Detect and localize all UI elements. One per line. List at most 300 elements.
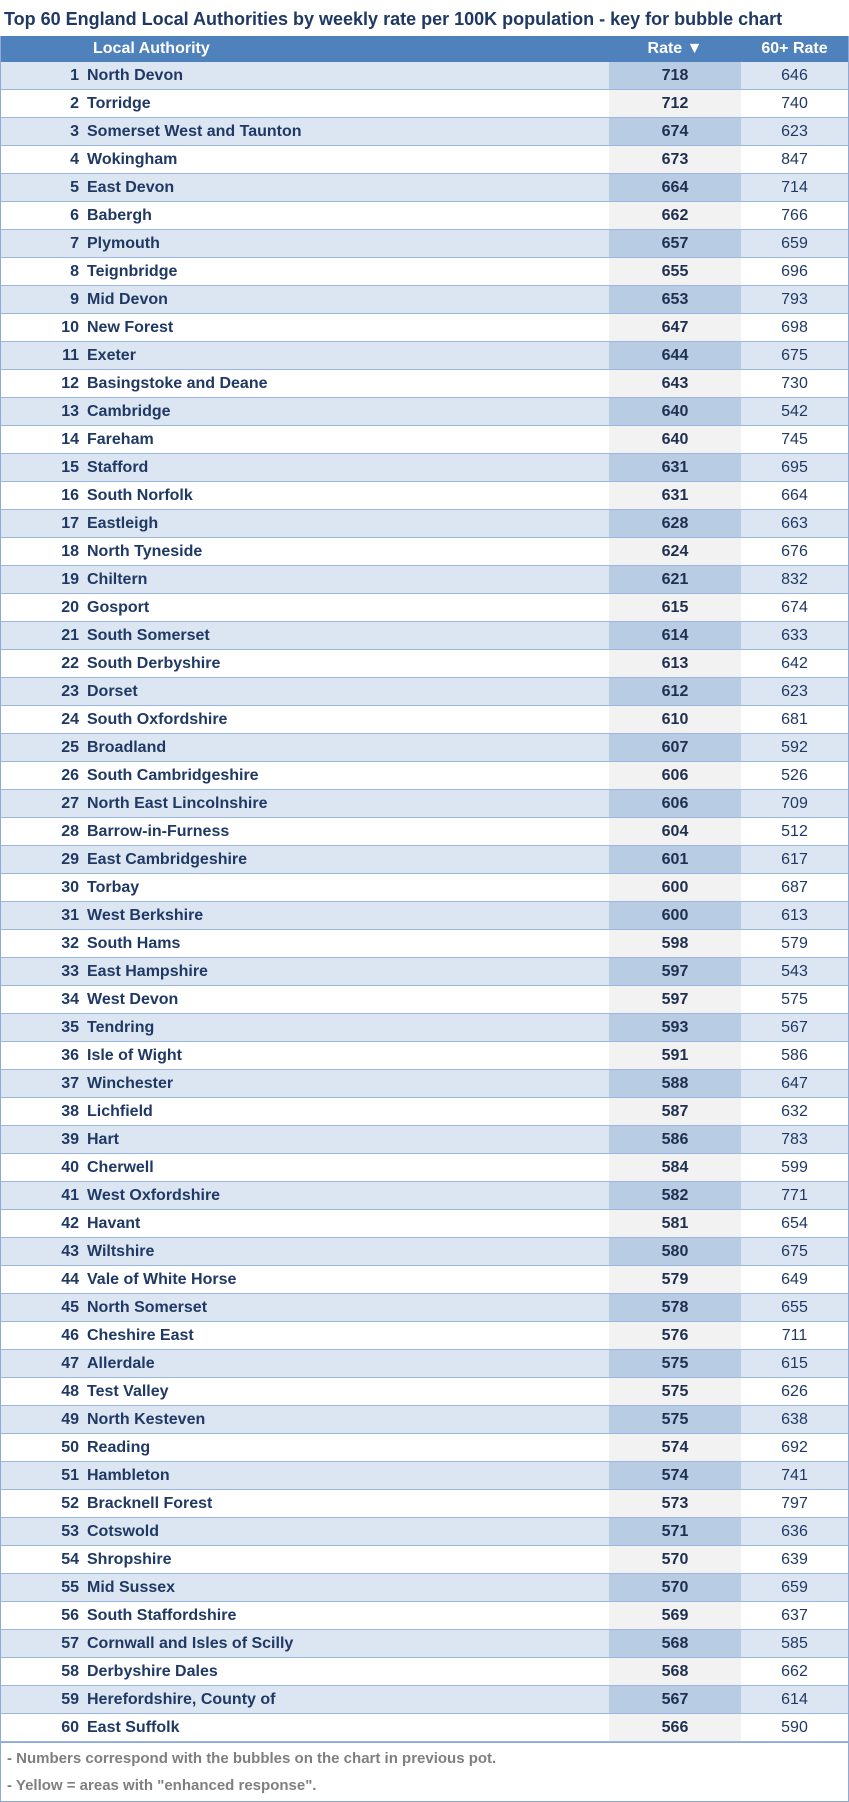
rate-cell: 574: [609, 1434, 741, 1461]
table-row: [1, 1574, 848, 1602]
rate-cell: 600: [609, 902, 741, 929]
authority-name-cell: Shropshire: [87, 1550, 172, 1568]
rank-cell: 47: [61, 1354, 79, 1372]
authority-name-cell: Barrow-in-Furness: [87, 822, 230, 840]
rate-cell: 601: [609, 846, 741, 873]
rate-cell: 597: [609, 986, 741, 1013]
rank-cell: 36: [61, 1046, 79, 1064]
table-row: [1, 566, 848, 594]
rank-cell: 23: [61, 682, 79, 700]
sixty-plus-rate-cell: 614: [781, 1690, 808, 1708]
authority-name-cell: Dorset: [87, 682, 138, 700]
table-row: [1, 1322, 848, 1350]
rank-cell: 5: [70, 178, 79, 196]
rank-cell: 37: [61, 1074, 79, 1092]
authority-table: [0, 36, 849, 1802]
rate-cell: 610: [609, 706, 741, 733]
authority-name-cell: South Somerset: [87, 626, 210, 644]
page-title: Top 60 England Local Authorities by weekly rate per 100K population - key for bubble chart: [4, 9, 783, 29]
table-row: [1, 902, 848, 930]
rank-cell: 16: [61, 486, 79, 504]
table-row: [1, 174, 848, 202]
authority-name-cell: West Oxfordshire: [87, 1186, 221, 1204]
rank-cell: 6: [70, 206, 79, 224]
rank-cell: 8: [70, 262, 79, 280]
rank-cell: 60: [61, 1718, 79, 1736]
table-row: [1, 258, 848, 286]
authority-name-cell: North Devon: [87, 66, 183, 84]
authority-name-cell: Somerset West and Taunton: [87, 122, 302, 140]
table-row: [1, 286, 848, 314]
authority-name-cell: Wokingham: [87, 150, 178, 168]
table-row: [1, 1630, 848, 1658]
rank-cell: 50: [61, 1438, 79, 1456]
sixty-plus-rate-cell: 675: [781, 1242, 808, 1260]
table-row: [1, 930, 848, 958]
rank-cell: 38: [61, 1102, 79, 1120]
table-row: [1, 1238, 848, 1266]
table-row: [1, 818, 848, 846]
footnotes: [1, 1742, 848, 1802]
table-row: [1, 1070, 848, 1098]
table-row: [1, 1014, 848, 1042]
rank-cell: 4: [70, 150, 79, 168]
rate-cell: 580: [609, 1238, 741, 1265]
table-row: [1, 1350, 848, 1378]
rank-cell: 56: [61, 1606, 79, 1624]
rate-cell: 631: [609, 482, 741, 509]
rank-cell: 48: [61, 1382, 79, 1400]
authority-name-cell: Stafford: [87, 458, 149, 476]
rank-cell: 7: [70, 234, 79, 252]
rate-cell: 568: [609, 1630, 741, 1657]
sixty-plus-rate-cell: 542: [781, 402, 808, 420]
rate-cell: 574: [609, 1462, 741, 1489]
authority-name-cell: Teignbridge: [87, 262, 178, 280]
rank-cell: 31: [61, 906, 79, 924]
sixty-plus-rate-cell: 585: [781, 1634, 808, 1652]
authority-name-cell: Gosport: [87, 598, 150, 616]
rate-cell: 615: [609, 594, 741, 621]
sixty-plus-rate-cell: 847: [781, 150, 808, 168]
authority-name-cell: Herefordshire, County of: [87, 1690, 276, 1708]
rank-cell: 20: [61, 598, 79, 616]
authority-name-cell: Chiltern: [87, 570, 148, 588]
sixty-plus-rate-cell: 512: [781, 822, 808, 840]
sixty-plus-rate-cell: 633: [781, 626, 808, 644]
sixty-plus-rate-cell: 623: [781, 682, 808, 700]
table-row: [1, 1154, 848, 1182]
table-row: [1, 1658, 848, 1686]
sixty-plus-rate-cell: 615: [781, 1354, 808, 1372]
authority-name-cell: Vale of White Horse: [87, 1270, 237, 1288]
table-row: [1, 1182, 848, 1210]
rate-cell: 576: [609, 1322, 741, 1349]
table-row: [1, 678, 848, 706]
rank-cell: 2: [70, 94, 79, 112]
authority-name-cell: Allerdale: [87, 1354, 155, 1372]
rate-cell: 606: [609, 790, 741, 817]
table-row: [1, 734, 848, 762]
sixty-plus-rate-cell: 590: [781, 1718, 808, 1736]
table-row: [1, 454, 848, 482]
rate-cell: 624: [609, 538, 741, 565]
table-row: [1, 314, 848, 342]
sixty-plus-rate-cell: 783: [781, 1130, 808, 1148]
rank-cell: 10: [61, 318, 79, 336]
authority-name-cell: Test Valley: [87, 1382, 169, 1400]
sixty-plus-rate-cell: 663: [781, 514, 808, 532]
rank-cell: 34: [61, 990, 79, 1008]
rank-cell: 44: [61, 1270, 79, 1288]
rank-cell: 42: [61, 1214, 79, 1232]
sixty-plus-rate-cell: 638: [781, 1410, 808, 1428]
rate-cell: 568: [609, 1658, 741, 1685]
rate-cell: 573: [609, 1490, 741, 1517]
rate-cell: 581: [609, 1210, 741, 1237]
rank-cell: 46: [61, 1326, 79, 1344]
sixty-plus-rate-cell: 592: [781, 738, 808, 756]
rank-cell: 54: [61, 1550, 79, 1568]
table-row: [1, 426, 848, 454]
authority-name-cell: Torridge: [87, 94, 151, 112]
table-row: [1, 706, 848, 734]
sixty-plus-rate-cell: 687: [781, 878, 808, 896]
sixty-plus-rate-cell: 575: [781, 990, 808, 1008]
authority-name-cell: South Staffordshire: [87, 1606, 237, 1624]
rate-cell: 570: [609, 1546, 741, 1573]
rate-cell: 662: [609, 202, 741, 229]
table-row: [1, 1546, 848, 1574]
rank-cell: 18: [61, 542, 79, 560]
table-row: [1, 1518, 848, 1546]
rank-cell: 1: [70, 66, 79, 84]
table-row: [1, 594, 848, 622]
sixty-plus-rate-cell: 730: [781, 374, 808, 392]
rate-cell: 640: [609, 398, 741, 425]
sixty-plus-rate-cell: 586: [781, 1046, 808, 1064]
sixty-plus-rate-cell: 637: [781, 1606, 808, 1624]
authority-name-cell: Havant: [87, 1214, 141, 1232]
authority-name-cell: South Oxfordshire: [87, 710, 228, 728]
sixty-plus-rate-cell: 647: [781, 1074, 808, 1092]
authority-name-cell: Lichfield: [87, 1102, 153, 1120]
sixty-plus-rate-cell: 692: [781, 1438, 808, 1456]
rank-cell: 14: [61, 430, 79, 448]
rate-cell: 640: [609, 426, 741, 453]
authority-name-cell: East Cambridgeshire: [87, 850, 248, 868]
rate-cell: 579: [609, 1266, 741, 1293]
table-row: [1, 1714, 848, 1742]
sixty-plus-rate-cell: 599: [781, 1158, 808, 1176]
authority-name-cell: Babergh: [87, 206, 152, 224]
rank-cell: 15: [61, 458, 79, 476]
rate-cell: 628: [609, 510, 741, 537]
sixty-plus-rate-cell: 659: [781, 1578, 808, 1596]
rate-cell: 587: [609, 1098, 741, 1125]
rate-cell: 644: [609, 342, 741, 369]
authority-name-cell: South Derbyshire: [87, 654, 221, 672]
authority-name-cell: Bracknell Forest: [87, 1494, 213, 1512]
rate-cell: 607: [609, 734, 741, 761]
sixty-plus-rate-cell: 626: [781, 1382, 808, 1400]
rank-cell: 43: [61, 1242, 79, 1260]
rank-cell: 49: [61, 1410, 79, 1428]
table-body: [1, 62, 848, 1742]
table-row: [1, 1378, 848, 1406]
table-row: [1, 118, 848, 146]
rate-cell: 571: [609, 1518, 741, 1545]
table-row: [1, 146, 848, 174]
rate-cell: 664: [609, 174, 741, 201]
authority-name-cell: Reading: [87, 1438, 151, 1456]
table-row: [1, 1462, 848, 1490]
authority-name-cell: Mid Devon: [87, 290, 168, 308]
sixty-plus-rate-cell: 740: [781, 94, 808, 112]
sixty-plus-rate-cell: 649: [781, 1270, 808, 1288]
rank-cell: 3: [70, 122, 79, 140]
rank-cell: 41: [61, 1186, 79, 1204]
rate-cell: 597: [609, 958, 741, 985]
table-row: [1, 1602, 848, 1630]
table-row: [1, 1266, 848, 1294]
rank-cell: 28: [61, 822, 79, 840]
table-row: [1, 1126, 848, 1154]
rank-cell: 21: [61, 626, 79, 644]
rank-cell: 57: [61, 1634, 79, 1652]
authority-name-cell: Eastleigh: [87, 514, 159, 532]
authority-column-header[interactable]: Local Authority: [93, 40, 210, 57]
rate-cell: 613: [609, 650, 741, 677]
table-row: [1, 202, 848, 230]
authority-name-cell: Cotswold: [87, 1522, 159, 1540]
table-row: [1, 874, 848, 902]
table-row: [1, 1406, 848, 1434]
authority-name-cell: Winchester: [87, 1074, 174, 1092]
sixty-plus-rate-cell: 709: [781, 794, 808, 812]
sixty-plus-rate-cell: 639: [781, 1550, 808, 1568]
footnote-yellow: - Yellow = areas with "enhanced response".: [7, 1777, 317, 1794]
authority-name-cell: East Suffolk: [87, 1718, 180, 1736]
rank-cell: 25: [61, 738, 79, 756]
table-row: [1, 986, 848, 1014]
rate-cell: 567: [609, 1686, 741, 1713]
rate-cell: 614: [609, 622, 741, 649]
table-row: [1, 62, 848, 90]
table-row: [1, 1098, 848, 1126]
sixty-plus-rate-cell: 617: [781, 850, 808, 868]
table-row: [1, 1294, 848, 1322]
table-row: [1, 482, 848, 510]
authority-name-cell: Cherwell: [87, 1158, 154, 1176]
rate-cell: 621: [609, 566, 741, 593]
rank-cell: 12: [61, 374, 79, 392]
rank-cell: 29: [61, 850, 79, 868]
rate-cell: 575: [609, 1350, 741, 1377]
rate-cell: 570: [609, 1574, 741, 1601]
rank-cell: 11: [62, 346, 79, 364]
rank-cell: 39: [61, 1130, 79, 1148]
rate-cell: 712: [609, 90, 741, 117]
rate-cell: 600: [609, 874, 741, 901]
authority-name-cell: Broadland: [87, 738, 167, 756]
sixty-plus-rate-cell: 695: [781, 458, 808, 476]
table-row: [1, 370, 848, 398]
sixty-plus-rate-cell: 793: [781, 290, 808, 308]
sixty-plus-rate-cell: 741: [781, 1466, 808, 1484]
sixty-plus-rate-cell: 797: [781, 1494, 808, 1512]
sixty-plus-rate-cell: 681: [781, 710, 808, 728]
rate-cell: 612: [609, 678, 741, 705]
authority-name-cell: West Berkshire: [87, 906, 204, 924]
sixty-plus-rate-cell: 623: [781, 122, 808, 140]
table-row: [1, 622, 848, 650]
table-row: [1, 958, 848, 986]
sixty-plus-rate-cell: 642: [781, 654, 808, 672]
sixty-plus-rate-cell: 613: [781, 906, 808, 924]
rate-column-header[interactable]: Rate ▼: [647, 40, 703, 57]
sixty-plus-rate-cell: 745: [781, 430, 808, 448]
rank-cell: 30: [61, 878, 79, 896]
rate-cell: 598: [609, 930, 741, 957]
table-row: [1, 398, 848, 426]
sixty-plus-rate-cell: 676: [781, 542, 808, 560]
rate-cell: 606: [609, 762, 741, 789]
rank-cell: 51: [61, 1466, 79, 1484]
table-row: [1, 342, 848, 370]
sixty-plus-rate-cell: 714: [781, 178, 808, 196]
rate-cell: 655: [609, 258, 741, 285]
table-row: [1, 1210, 848, 1238]
authority-name-cell: East Devon: [87, 178, 175, 196]
rank-cell: 27: [61, 794, 79, 812]
rank-cell: 22: [61, 654, 79, 672]
rate-cell: 588: [609, 1070, 741, 1097]
rate-cell: 575: [609, 1406, 741, 1433]
rank-cell: 33: [61, 962, 79, 980]
authority-name-cell: West Devon: [87, 990, 179, 1008]
sixty-plus-rate-cell: 655: [781, 1298, 808, 1316]
rate-cell: 586: [609, 1126, 741, 1153]
table-row: [1, 230, 848, 258]
rate-cell: 673: [609, 146, 741, 173]
authority-name-cell: North East Lincolnshire: [87, 794, 268, 812]
rate-cell: 569: [609, 1602, 741, 1629]
rate-cell: 578: [609, 1294, 741, 1321]
rate-cell: 657: [609, 230, 741, 257]
rate-cell: 647: [609, 314, 741, 341]
rate-cell: 604: [609, 818, 741, 845]
authority-name-cell: North Kesteven: [87, 1410, 206, 1428]
sixty-plus-rate-cell: 659: [781, 234, 808, 252]
table-row: [1, 538, 848, 566]
rate-cell: 591: [609, 1042, 741, 1069]
table-row: [1, 1434, 848, 1462]
authority-name-cell: Mid Sussex: [87, 1578, 176, 1596]
sixty-plus-rate-cell: 543: [781, 962, 808, 980]
rank-cell: 59: [61, 1690, 79, 1708]
rate-cell: 584: [609, 1154, 741, 1181]
table-row: [1, 846, 848, 874]
table-row: [1, 650, 848, 678]
sixty-plus-rate-cell: 766: [781, 206, 808, 224]
authority-name-cell: New Forest: [87, 318, 174, 336]
sixty-plus-rate-cell: 636: [781, 1522, 808, 1540]
authority-name-cell: South Norfolk: [87, 486, 193, 504]
rank-cell: 55: [61, 1578, 79, 1596]
sixty-plus-rate-cell: 579: [781, 934, 808, 952]
rank-cell: 45: [61, 1298, 79, 1316]
authority-name-cell: Wiltshire: [87, 1242, 155, 1260]
rank-cell: 17: [61, 514, 79, 532]
rank-cell: 19: [61, 570, 79, 588]
footnote-bubbles: - Numbers correspond with the bubbles on the chart in previous pot.: [7, 1750, 497, 1767]
authority-name-cell: Cheshire East: [87, 1326, 194, 1344]
authority-name-cell: Torbay: [87, 878, 140, 896]
sixty-plus-rate-cell: 711: [781, 1326, 808, 1344]
authority-name-cell: North Somerset: [87, 1298, 208, 1316]
rate-cell: 631: [609, 454, 741, 481]
sixty-plus-rate-column-header[interactable]: 60+ Rate: [761, 40, 828, 57]
table-row: [1, 762, 848, 790]
authority-name-cell: Tendring: [87, 1018, 155, 1036]
table-row: [1, 790, 848, 818]
rank-cell: 40: [61, 1158, 79, 1176]
rank-cell: 35: [61, 1018, 79, 1036]
authority-name-cell: East Hampshire: [87, 962, 208, 980]
sixty-plus-rate-cell: 526: [781, 766, 808, 784]
authority-name-cell: Plymouth: [87, 234, 160, 252]
rank-cell: 9: [70, 290, 79, 308]
authority-name-cell: Cornwall and Isles of Scilly: [87, 1634, 294, 1652]
table-row: [1, 1686, 848, 1714]
sixty-plus-rate-cell: 674: [781, 598, 808, 616]
sixty-plus-rate-cell: 664: [781, 486, 808, 504]
rank-cell: 53: [61, 1522, 79, 1540]
authority-name-cell: Cambridge: [87, 402, 171, 420]
sixty-plus-rate-cell: 654: [781, 1214, 808, 1232]
rate-cell: 653: [609, 286, 741, 313]
authority-name-cell: Basingstoke and Deane: [87, 374, 268, 392]
authority-name-cell: South Hams: [87, 934, 181, 952]
table-row: [1, 90, 848, 118]
table-row: [1, 1042, 848, 1070]
sixty-plus-rate-cell: 662: [781, 1662, 808, 1680]
rank-cell: 32: [61, 934, 79, 952]
rank-cell: 26: [61, 766, 79, 784]
rank-cell: 58: [61, 1662, 79, 1680]
rate-cell: 674: [609, 118, 741, 145]
authority-name-cell: South Cambridgeshire: [87, 766, 259, 784]
sixty-plus-rate-cell: 696: [781, 262, 808, 280]
sixty-plus-rate-cell: 646: [781, 66, 808, 84]
table-row: [1, 1490, 848, 1518]
rate-cell: 643: [609, 370, 741, 397]
authority-name-cell: North Tyneside: [87, 542, 203, 560]
authority-name-cell: Hambleton: [87, 1466, 170, 1484]
sixty-plus-rate-cell: 675: [781, 346, 808, 364]
authority-name-cell: Exeter: [87, 346, 136, 364]
rate-cell: 575: [609, 1378, 741, 1405]
authority-name-cell: Derbyshire Dales: [87, 1662, 218, 1680]
table-row: [1, 510, 848, 538]
rate-cell: 566: [609, 1714, 741, 1741]
sixty-plus-rate-cell: 632: [781, 1102, 808, 1120]
sixty-plus-rate-cell: 698: [781, 318, 808, 336]
rate-cell: 582: [609, 1182, 741, 1209]
authority-name-cell: Fareham: [87, 430, 154, 448]
rate-cell: 718: [609, 62, 741, 89]
